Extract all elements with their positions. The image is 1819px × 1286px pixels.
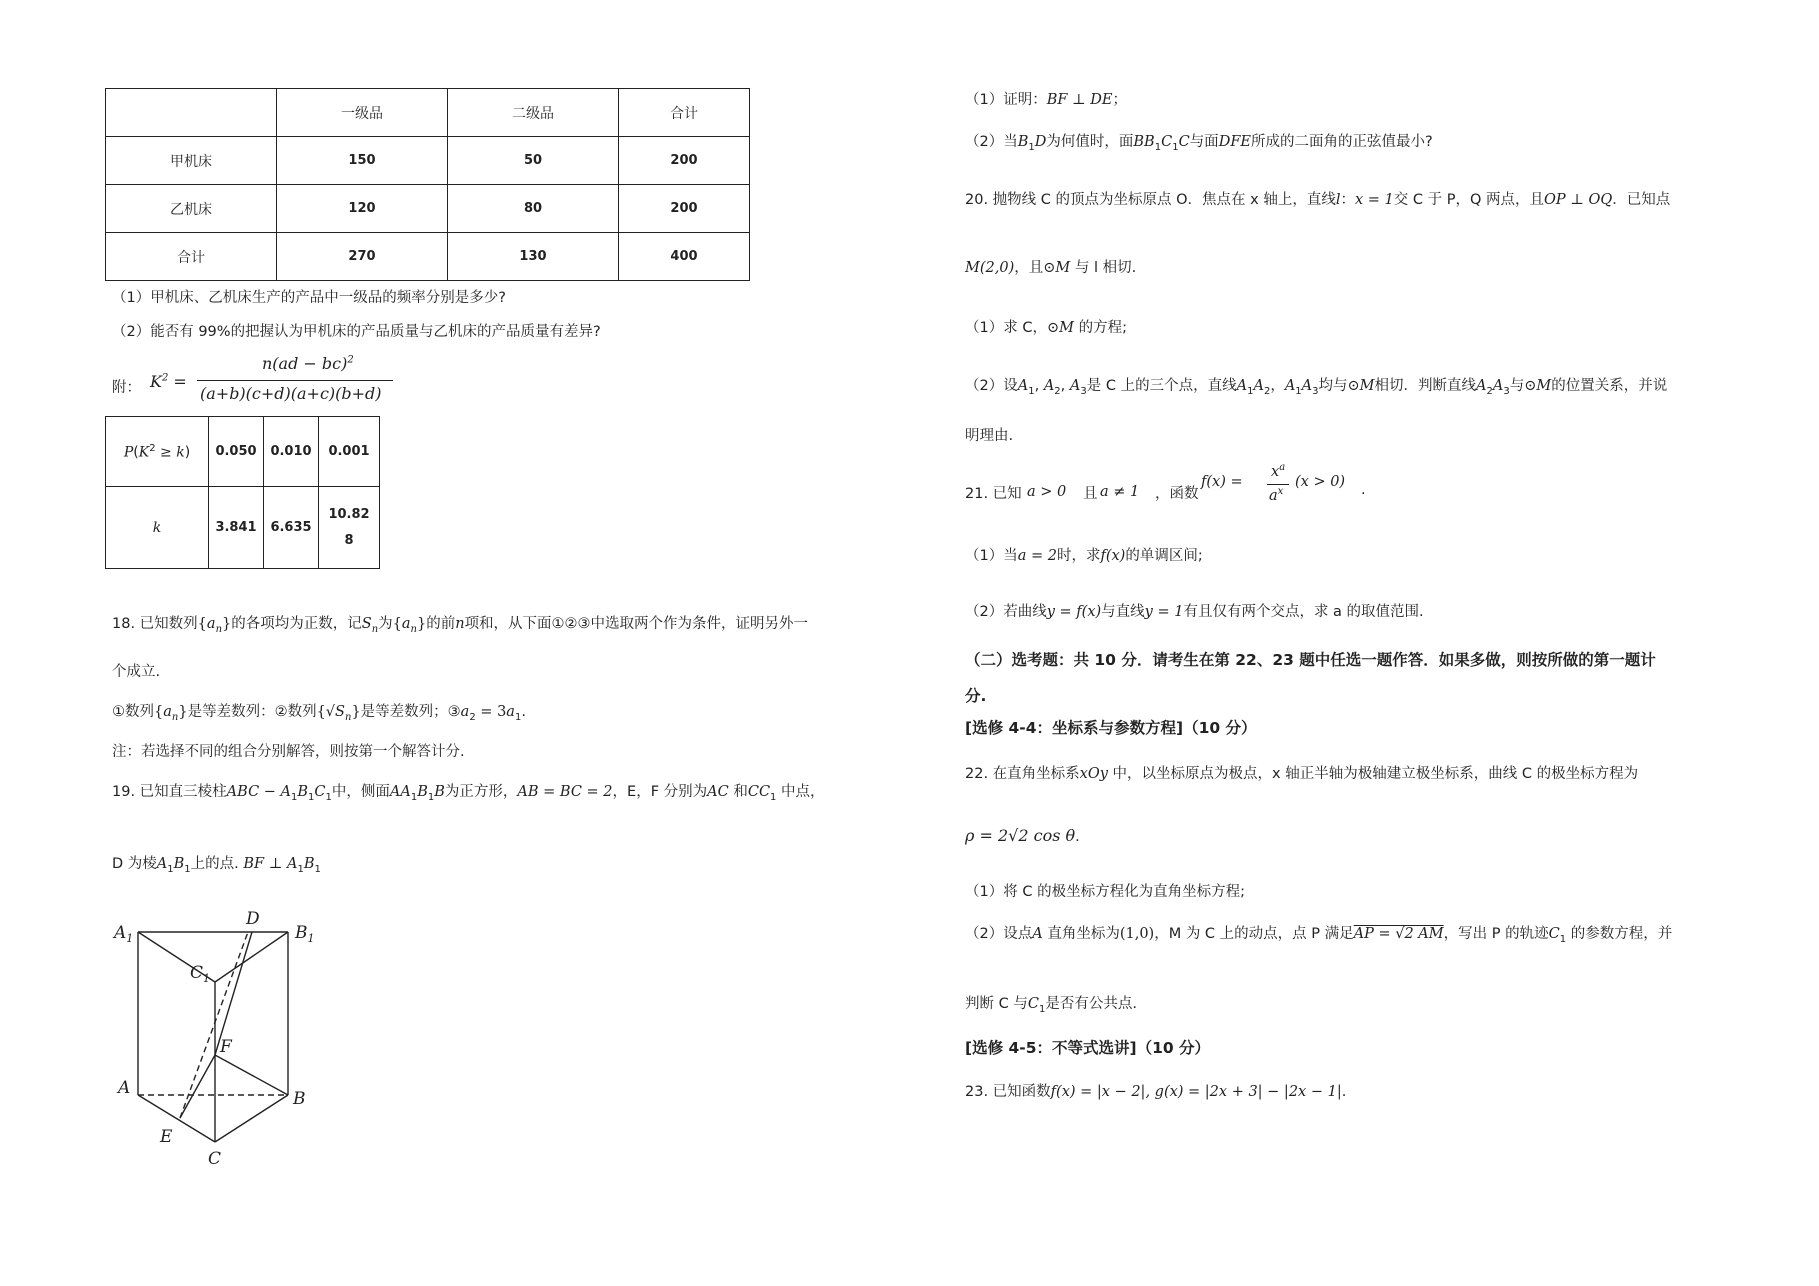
table-header-cell: 一级品 bbox=[277, 89, 448, 137]
table-cell: 270 bbox=[277, 233, 448, 281]
table-cell: k bbox=[106, 487, 209, 569]
section2-line2: 分. bbox=[965, 687, 987, 705]
edge-c1b1 bbox=[215, 932, 288, 982]
table-cell: 0.001 bbox=[319, 417, 380, 487]
q18-note: 注：若选择不同的组合分别解答，则按第一个解答计分. bbox=[112, 744, 465, 760]
label-b: B bbox=[293, 1089, 306, 1109]
prism-figure bbox=[100, 910, 340, 1170]
q20-line2: M(2,0)，且⊙M 与 l 相切. bbox=[965, 260, 1137, 276]
table-cell: $P(K^2 \ge k)$ bbox=[106, 417, 209, 487]
table-cell: 200 bbox=[619, 137, 750, 185]
segment-ef bbox=[180, 1055, 215, 1118]
appendix-label: 附： bbox=[112, 380, 141, 396]
table-cell: 10.82 8 bbox=[319, 487, 380, 569]
q20-line1: 20. 抛物线 C 的顶点为坐标原点 O．焦点在 x 轴上，直线l：x = 1交 C 于 P，Q 两点，且OP ⊥ OQ．已知点 bbox=[965, 192, 1671, 208]
label-c: C bbox=[208, 1149, 222, 1169]
table-cell: 乙机床 bbox=[106, 185, 277, 233]
q20-sub2: （2）设$A_1$, $A_2$, $A_3$是 C 上的三个点，直线$A_1A_2$，$A_1A_3$均与⊙M相切．判断直线$A_2A_3$与⊙M的位置关系，并说 bbox=[965, 378, 1668, 397]
label-e: E bbox=[160, 1127, 173, 1147]
label-d: D bbox=[246, 910, 260, 929]
label-a1: $A_1$ bbox=[114, 923, 134, 945]
table-cell: 200 bbox=[619, 185, 750, 233]
q19-line2: D 为棱$A_1B_1$上的点. BF ⊥ $A_1B_1$ bbox=[112, 856, 321, 875]
q22-line1: 22. 在直角坐标系xOy 中，以坐标原点为极点，x 轴正半轴为极轴建立极坐标系，曲线 C 的极坐标方程为 bbox=[965, 766, 1639, 782]
quality-table bbox=[105, 88, 750, 281]
label-a: A bbox=[118, 1078, 131, 1098]
segment-fb bbox=[215, 1055, 288, 1095]
q21-sub2: （2）若曲线y = f(x)与直线y = 1有且仅有两个交点，求 a 的取值范围. bbox=[965, 604, 1424, 620]
table-header-cell: 二级品 bbox=[448, 89, 619, 137]
elective-4-4-heading: [选修 4-4：坐标系与参数方程]（10 分） bbox=[965, 719, 1257, 737]
q18-line2: 个成立. bbox=[112, 664, 161, 680]
q18-conditions: ①数列$\{a_n\}$是等差数列：②数列$\{√S_n\}$是等差数列；$③a_2 = 3a_1$. bbox=[112, 704, 526, 723]
q17-sub1: （1）甲机床、乙机床生产的产品中一级品的频率分别是多少? bbox=[112, 290, 506, 306]
label-c1: $C_1$ bbox=[190, 963, 211, 985]
table-cell: 0.050 bbox=[209, 417, 264, 487]
table-cell: 150 bbox=[277, 137, 448, 185]
q22-line2: ρ = 2√2 cos θ. bbox=[965, 826, 1080, 845]
critical-value-table bbox=[105, 416, 380, 569]
table-cell: 80 bbox=[448, 185, 619, 233]
q18-line1: 18. 已知数列$\{a_n\}$的各项均为正数，记$S_n$为$\{a_n\}$的前n项和，从下面①②③中选取两个作为条件，证明另外一 bbox=[112, 616, 809, 635]
edge-ac bbox=[138, 1095, 215, 1142]
section2-line1: （二）选考题：共 10 分．请考生在第 22、23 题中任选一题作答．如果多做，则按所做的第一题计 bbox=[965, 651, 1656, 669]
q22-sub1: （1）将 C 的极坐标方程化为直角坐标方程; bbox=[965, 884, 1245, 900]
table-cell: 合计 bbox=[106, 233, 277, 281]
table-header-cell bbox=[106, 89, 277, 137]
q19-line1: 19. 已知直三棱柱ABC − $A_1B_1C_1$中，侧面$AA_1B_1B$为正方形，AB = BC = 2，E，F 分别为AC 和$CC_1$ 中点， bbox=[112, 784, 825, 803]
table-cell: 130 bbox=[448, 233, 619, 281]
segment-ed bbox=[180, 932, 248, 1118]
table-cell: 50 bbox=[448, 137, 619, 185]
formula-numerator: n(ad − bc)$^2$ bbox=[262, 354, 354, 373]
table-cell: 0.010 bbox=[264, 417, 319, 487]
q22-sub2-end: 判断 C 与$C_1$是否有公共点. bbox=[965, 996, 1137, 1015]
q22-sub2: （2）设点A 直角坐标为(1,0)，M 为 C 上的动点，点 P 满足AP = √2 AM，写出 P 的轨迹$C_1$ 的参数方程，并 bbox=[965, 926, 1673, 945]
q19-sub1: （1）证明：BF ⊥ DE； bbox=[965, 92, 1128, 108]
label-f: F bbox=[220, 1037, 232, 1057]
formula-lhs: $K^2$ = bbox=[150, 372, 187, 391]
q20-sub1: （1）求 C，⊙M 的方程; bbox=[965, 320, 1127, 336]
label-b1: $B_1$ bbox=[295, 923, 315, 945]
q23-line1: 23. 已知函数f(x) = |x − 2|, g(x) = |2x + 3| − |2x − 1|. bbox=[965, 1084, 1347, 1100]
q19-sub2: （2）当$B_1D$为何值时，面$BB_1C_1C$与面DFE所成的二面角的正弦值最小? bbox=[965, 134, 1433, 153]
table-cell: 120 bbox=[277, 185, 448, 233]
table-cell: 6.635 bbox=[264, 487, 319, 569]
table-cell: 400 bbox=[619, 233, 750, 281]
table-cell: 3.841 bbox=[209, 487, 264, 569]
formula-denominator: (a+b)(c+d)(a+c)(b+d) bbox=[200, 384, 382, 403]
table-cell: 甲机床 bbox=[106, 137, 277, 185]
table-header-cell: 合计 bbox=[619, 89, 750, 137]
edge-cb bbox=[215, 1095, 288, 1142]
q20-line-end: 明理由. bbox=[965, 428, 1014, 444]
elective-4-5-heading: [选修 4-5：不等式选讲]（10 分） bbox=[965, 1039, 1211, 1057]
q17-sub2: （2）能否有 99%的把握认为甲机床的产品质量与乙机床的产品质量有差异? bbox=[112, 324, 601, 340]
q21-sub1: （1）当a = 2时，求f(x)的单调区间; bbox=[965, 548, 1203, 564]
